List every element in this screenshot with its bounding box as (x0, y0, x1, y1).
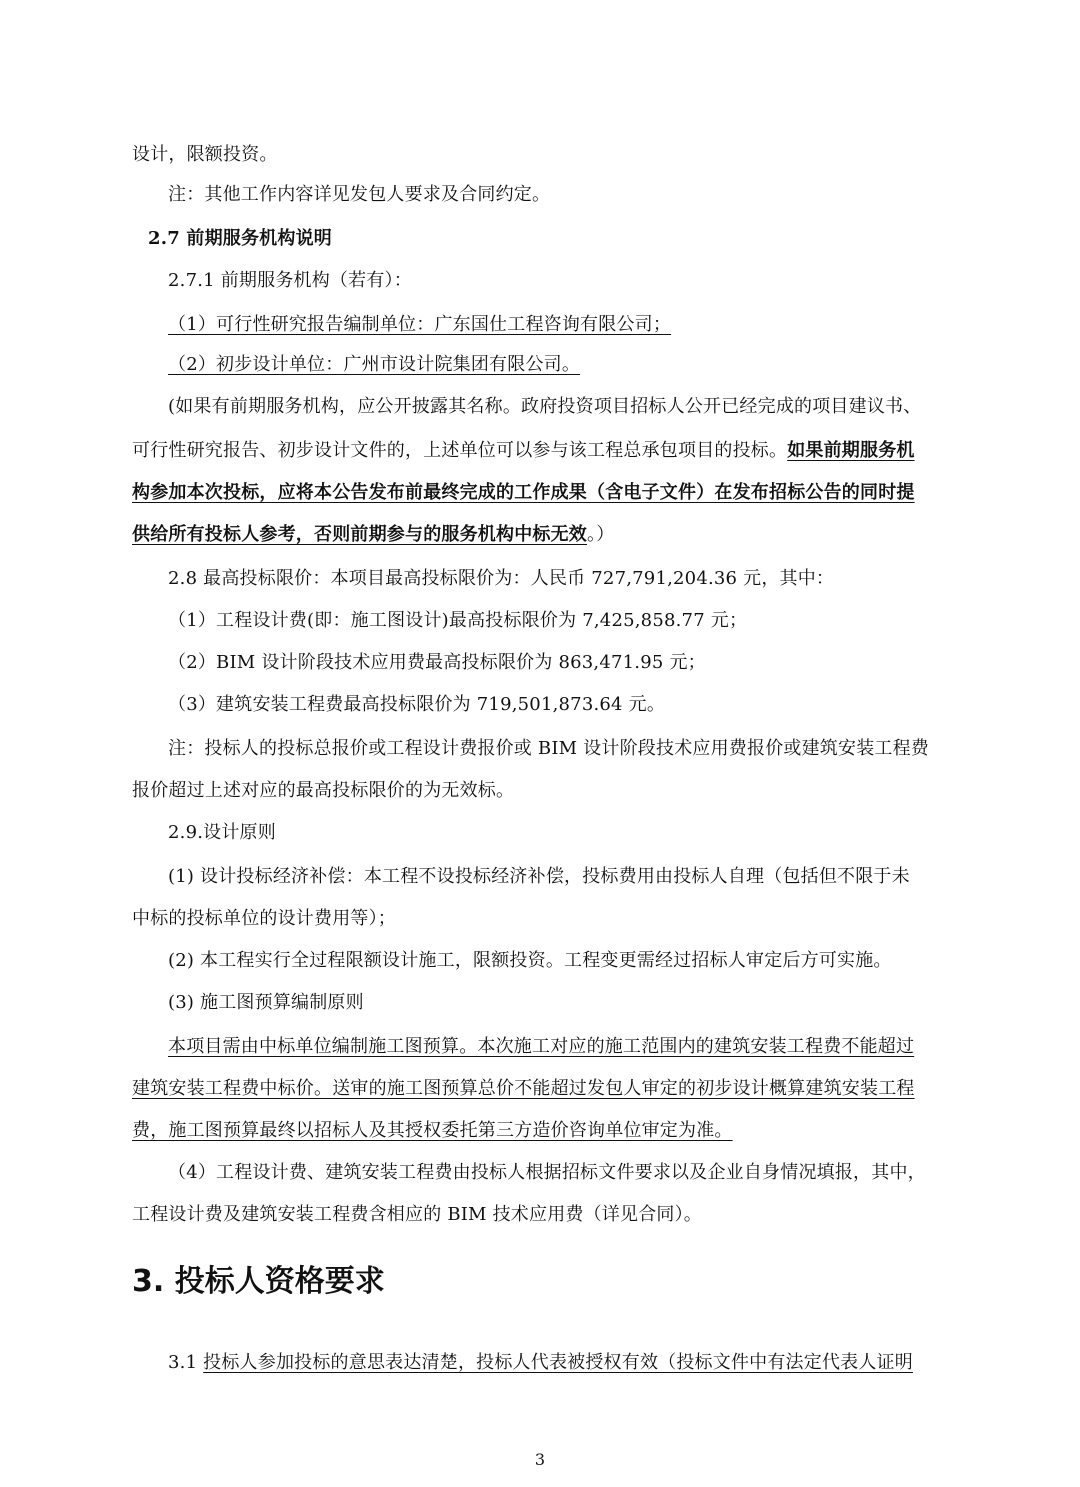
emphasis-text: 如果前期服务机 (787, 440, 915, 461)
list-item: (3) 施工图预算编制原则 (168, 992, 364, 1013)
list-item: （4）工程设计费、建筑安装工程费由投标人根据招标文件要求以及企业自身情况填报，其中， (168, 1162, 926, 1183)
list-item: （2）BIM 设计阶段技术应用费最高投标限价为 863,471.95 元； (168, 652, 706, 673)
paragraph-line: 设计，限额投资。 (132, 144, 278, 165)
emphasis-text: 供给所有投标人参考，否则前期参与的服务机构中标无效 (132, 524, 587, 545)
clause-number: 3.1 (168, 1352, 204, 1373)
paragraph-line: 中标的投标单位的设计费用等）； (132, 908, 396, 929)
note-line: 注：投标人的投标总报价或工程设计费报价或 BIM 设计阶段技术应用费报价或建筑安装工程费 (168, 738, 930, 759)
list-item: (1) 设计投标经济补偿：本工程不设投标经济补偿，投标费用由投标人自理（包括但不限于未 (168, 866, 910, 887)
paragraph-text: 可行性研究报告、初步设计文件的，上述单位可以参与该工程总承包项目的投标。 (132, 440, 788, 461)
underlined-line: 费，施工图预算最终以招标人及其授权委托第三方造价咨询单位审定为准。 (132, 1120, 733, 1141)
underlined-line: 本项目需由中标单位编制施工图预算。本次施工对应的施工范围内的建筑安装工程费不能超过 (168, 1036, 915, 1057)
paragraph-line: 工程设计费及建筑安装工程费含相应的 BIM 技术应用费（详见合同）。 (132, 1204, 703, 1225)
paragraph-line (132, 438, 950, 464)
list-item: （1）工程设计费(即：施工图设计)最高投标限价为 7,425,858.77 元； (168, 610, 748, 631)
section-heading-2-9: 2.9.设计原则 (168, 822, 276, 843)
paragraph-line (168, 1350, 986, 1376)
emphasis-line: 构参加本次投标，应将本公告发布前最终完成的工作成果（含电子文件）在发布招标公告的同时提 (132, 482, 915, 503)
underlined-line: 建筑安装工程费中标价。送审的施工图预算总价不能超过发包人审定的初步设计概算建筑安装工程 (132, 1078, 915, 1099)
paragraph-line (132, 522, 950, 548)
list-item: （1）可行性研究报告编制单位：广东国仕工程咨询有限公司； (168, 314, 672, 335)
list-item: (2) 本工程实行全过程限额设计施工，限额投资。工程变更需经过招标人审定后方可实施。 (168, 950, 892, 971)
page-number: 3 (534, 1450, 546, 1469)
note-line: 注：其他工作内容详见发包人要求及合同约定。 (168, 184, 551, 205)
max-bid-price-line: 2.8 最高投标限价：本项目最高投标限价为：人民币 727,791,204.36 元，其中： (168, 568, 835, 589)
chapter-heading: 3. 投标人资格要求 (132, 1264, 385, 1299)
paragraph-line: 报价超过上述对应的最高投标限价的为无效标。 (132, 780, 515, 801)
paragraph-text: 。） (587, 524, 615, 545)
subsection-heading-2-7-1: 2.7.1 前期服务机构（若有）： (168, 270, 412, 291)
paragraph-line: (如果有前期服务机构，应公开披露其名称。政府投资项目招标人公开已经完成的项目建议书、 (168, 396, 922, 417)
list-item: （3）建筑安装工程费最高投标限价为 719,501,873.64 元。 (168, 694, 666, 715)
list-item: （2）初步设计单位：广州市设计院集团有限公司。 (168, 354, 581, 375)
section-heading-2-7: 2.7 前期服务机构说明 (148, 228, 332, 249)
underlined-text: 投标人参加投标的意思表达清楚，投标人代表被授权有效（投标文件中有法定代表人证明 (203, 1352, 913, 1373)
